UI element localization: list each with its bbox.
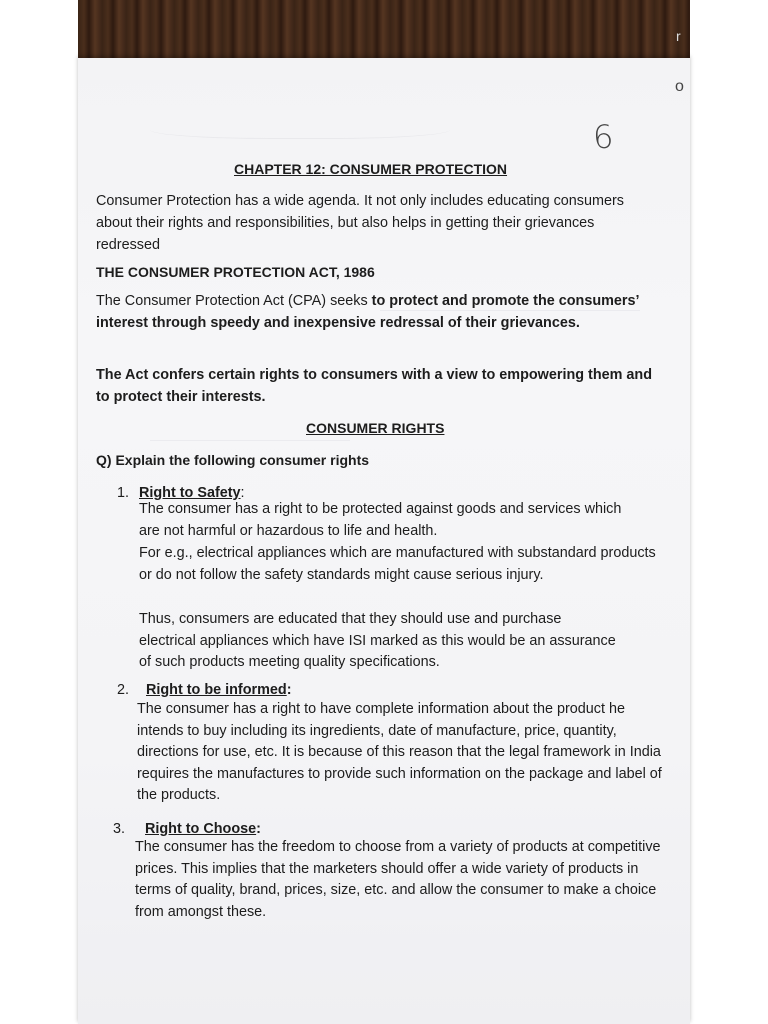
act-heading: THE CONSUMER PROTECTION ACT, 1986 (96, 264, 375, 280)
question-line: Q) Explain the following consumer rights (96, 452, 370, 468)
rights-heading: CONSUMER RIGHTS (306, 420, 445, 436)
item-2-number: 2. (117, 682, 130, 698)
handwritten-page-number: 6 (591, 117, 615, 157)
item-1-conclusion: Thus, consumers are educated that they should use and purchase electrical appliances which have ISI marked as this would be an assurance of such products meeting quality specifications. (139, 611, 616, 670)
item-3-title: Right to Choose (145, 821, 257, 837)
item-3-title-wrap (145, 821, 261, 837)
act-paragraph-bold: to protect and promote the consumers’ interest through speedy and inexpensive redressal of their grievances. (96, 293, 639, 331)
item-3-body: The consumer has the freedom to choose from a variety of products at competitive prices. This implies that the marketers should offer a wide variety of products in terms of quality, brand, prices, size, etc. and allow the consumer to make a choice from amongst these. (135, 839, 661, 920)
chapter-title: CHAPTER 12: CONSUMER PROTECTION (234, 161, 508, 177)
show-through-scribble (150, 116, 450, 139)
item-1-colon: : (240, 485, 245, 501)
left-background (0, 0, 78, 1024)
intro-paragraph: Consumer Protection has a wide agenda. It not only includes educating consumers about their rights and responsibilities, but also helps in getting their grievances redressed (96, 193, 624, 253)
item-3-colon: : (256, 821, 261, 837)
item-1-example: For e.g., electrical appliances which are manufactured with substandard products or do not follow the safety standards might cause serious injury. (139, 545, 656, 583)
item-2-title-wrap (146, 682, 292, 698)
act-confers-paragraph: The Act confers certain rights to consumers with a view to empowering them and to protect their interests. (96, 367, 653, 405)
item-2-title: Right to be informed (146, 682, 287, 698)
item-2-body: The consumer has a right to have complete information about the product he intends to buy including its ingredients, date of manufacture, price, quantity, directions for use, etc. It is because of this reason that the legal framework in India requires the manufactures to provide such information on the package and label of the products. (137, 701, 662, 803)
right-background (690, 0, 768, 1024)
item-1-title: Right to Safety (139, 485, 241, 501)
act-paragraph (96, 290, 644, 334)
act-paragraph-plain: The Consumer Protection Act (CPA) seeks (96, 293, 372, 309)
margin-mark: o (675, 78, 684, 95)
item-1-number: 1. (117, 485, 130, 501)
item-1-body: The consumer has a right to be protected against goods and services which are not harmful or hazardous to life and health. (139, 501, 622, 539)
corner-glint: r (676, 28, 681, 44)
item-3-number: 3. (113, 821, 126, 837)
item-2-colon: : (286, 682, 292, 698)
